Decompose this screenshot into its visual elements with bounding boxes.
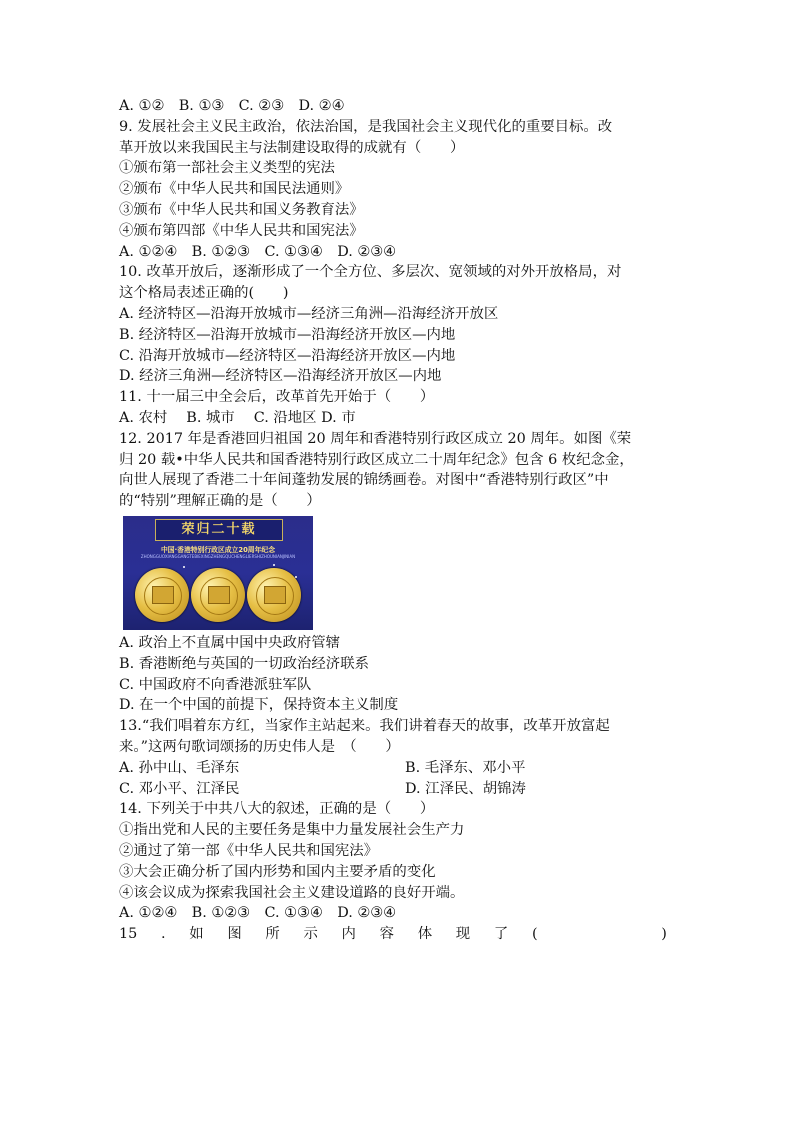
figure-title: 荣归二十载	[155, 519, 283, 541]
q14-item-2: ②通过了第一部《中华人民共和国宪法》	[119, 842, 379, 859]
q15-char: 了	[493, 926, 509, 943]
sparkle	[295, 576, 297, 578]
sparkle	[183, 566, 185, 568]
q9-item-3: ③颁布《中华人民共和国义务教育法》	[119, 201, 364, 218]
gold-coin-2	[191, 568, 245, 622]
q8-options: A. ①② B. ①③ C. ②③ D. ②④	[119, 98, 345, 114]
commemorative-coins-image	[123, 516, 313, 630]
q9-item-4: ④颁布第四部《中华人民共和国宪法》	[119, 222, 364, 239]
q9-item-1: ①颁布第一部社会主义类型的宪法	[119, 160, 335, 177]
q13-option-c: C. 邓小平、江泽民	[119, 780, 240, 797]
q12-stem-line3: 向世人展现了香港二十年间蓬勃发展的锦绣画卷。对图中“香港特别行政区”中	[119, 472, 609, 489]
q15-char: 体	[417, 926, 433, 943]
q14-item-3: ③大会正确分析了国内形势和国内主要矛盾的变化	[119, 863, 436, 880]
q14-options: A. ①②④ B. ①②③ C. ①③④ D. ②③④	[119, 905, 397, 922]
q11-options: A. 农村 B. 城市 C. 沿地区 D. 市	[119, 409, 356, 426]
q9-options: A. ①②④ B. ①②③ C. ①③④ D. ②③④	[119, 243, 397, 260]
q10-option-d: D. 经济三角洲—经济特区—沿海经济开放区—内地	[119, 368, 442, 385]
q15-open-paren: (	[531, 926, 538, 943]
q12-option-d: D. 在一个中国的前提下，保持资本主义制度	[119, 697, 399, 714]
q12-option-a: A. 政治上不直属中国中央政府管辖	[119, 634, 341, 651]
q14-item-1: ①指出党和人民的主要任务是集中力量发展社会生产力	[119, 822, 465, 839]
sparkle	[273, 564, 275, 566]
q9-stem-line1: 9. 发展社会主义民主政治，依法治国，是我国社会主义现代化的重要目标。改	[119, 118, 613, 135]
q9-stem-line2: 革开放以来我国民主与法制建设取得的成就有（ ）	[119, 139, 465, 156]
q13-options-row1	[119, 758, 679, 779]
q15-stem	[119, 924, 667, 945]
q12-stem-line2: 归 20 载•中华人民共和国香港特别行政区成立二十周年纪念》包含 6 枚纪念金，	[119, 451, 634, 468]
figure-pinyin: ZHONGGUOXIANGGANGTEBIEXINGZHENGQUCHENGLIERSHIZHOUNIANJINIAN	[140, 553, 296, 559]
q13-stem-line2: 来。”这两句歌词颂扬的历史伟人是 （ ）	[119, 738, 400, 755]
q13-option-b: B. 毛泽东、邓小平	[405, 759, 526, 776]
q12-stem-line4: 的“特别”理解正确的是（ ）	[119, 493, 321, 510]
q12-option-b: B. 香港断绝与英国的一切政治经济联系	[119, 655, 369, 672]
q12-stem-line1: 12. 2017 年是香港回归祖国 20 周年和香港特别行政区成立 20 周年。如图《荣	[119, 430, 632, 447]
gold-coin-3	[247, 568, 301, 622]
q15-char: 示	[303, 926, 318, 943]
q13-stem-line1: 13.“我们唱着东方红，当家作主站起来。我们讲着春天的故事，改革开放富起	[119, 718, 610, 735]
q13-options-row2	[119, 779, 679, 800]
q15-close-paren: )	[661, 926, 667, 943]
q15-char: 现	[455, 926, 471, 943]
q9-item-2: ②颁布《中华人民共和国民法通则》	[119, 181, 350, 198]
q14-item-4: ④该会议成为探索我国社会主义建设道路的良好开端。	[119, 884, 465, 901]
figure-subtitle: 中国·香港特别行政区成立20周年纪念	[161, 545, 275, 554]
q10-option-c: C. 沿海开放城市—经济特区—沿海经济开放区—内地	[119, 347, 456, 364]
exam-page	[119, 96, 679, 945]
q10-option-b: B. 经济特区—沿海开放城市—沿海经济开放区—内地	[119, 326, 456, 343]
q15-dot: .	[160, 926, 166, 943]
q15-char: 图	[227, 926, 242, 943]
q15-char: 容	[379, 926, 395, 943]
q10-stem-line1: 10. 改革开放后，逐渐形成了一个全方位、多层次、宽领域的对外开放格局，对	[119, 264, 622, 281]
q10-stem-line2: 这个格局表述正确的( )	[119, 285, 289, 302]
q15-number: 15	[119, 926, 138, 943]
q13-option-d: D. 江泽民、胡锦涛	[405, 780, 526, 797]
q12-option-c: C. 中国政府不向香港派驻军队	[119, 676, 312, 693]
q13-option-a: A. 孙中山、毛泽东	[119, 759, 240, 776]
q10-option-a: A. 经济特区—沿海开放城市—经济三角洲—沿海经济开放区	[119, 305, 499, 322]
q15-char: 内	[341, 926, 356, 943]
q15-char: 所	[265, 926, 280, 943]
q15-char: 如	[189, 926, 204, 943]
q14-stem: 14. 下列关于中共八大的叙述，正确的是（ ）	[119, 801, 435, 818]
q11-stem: 11. 十一届三中全会后，改革首先开始于（ ）	[119, 389, 435, 406]
gold-coin-1	[135, 568, 189, 622]
